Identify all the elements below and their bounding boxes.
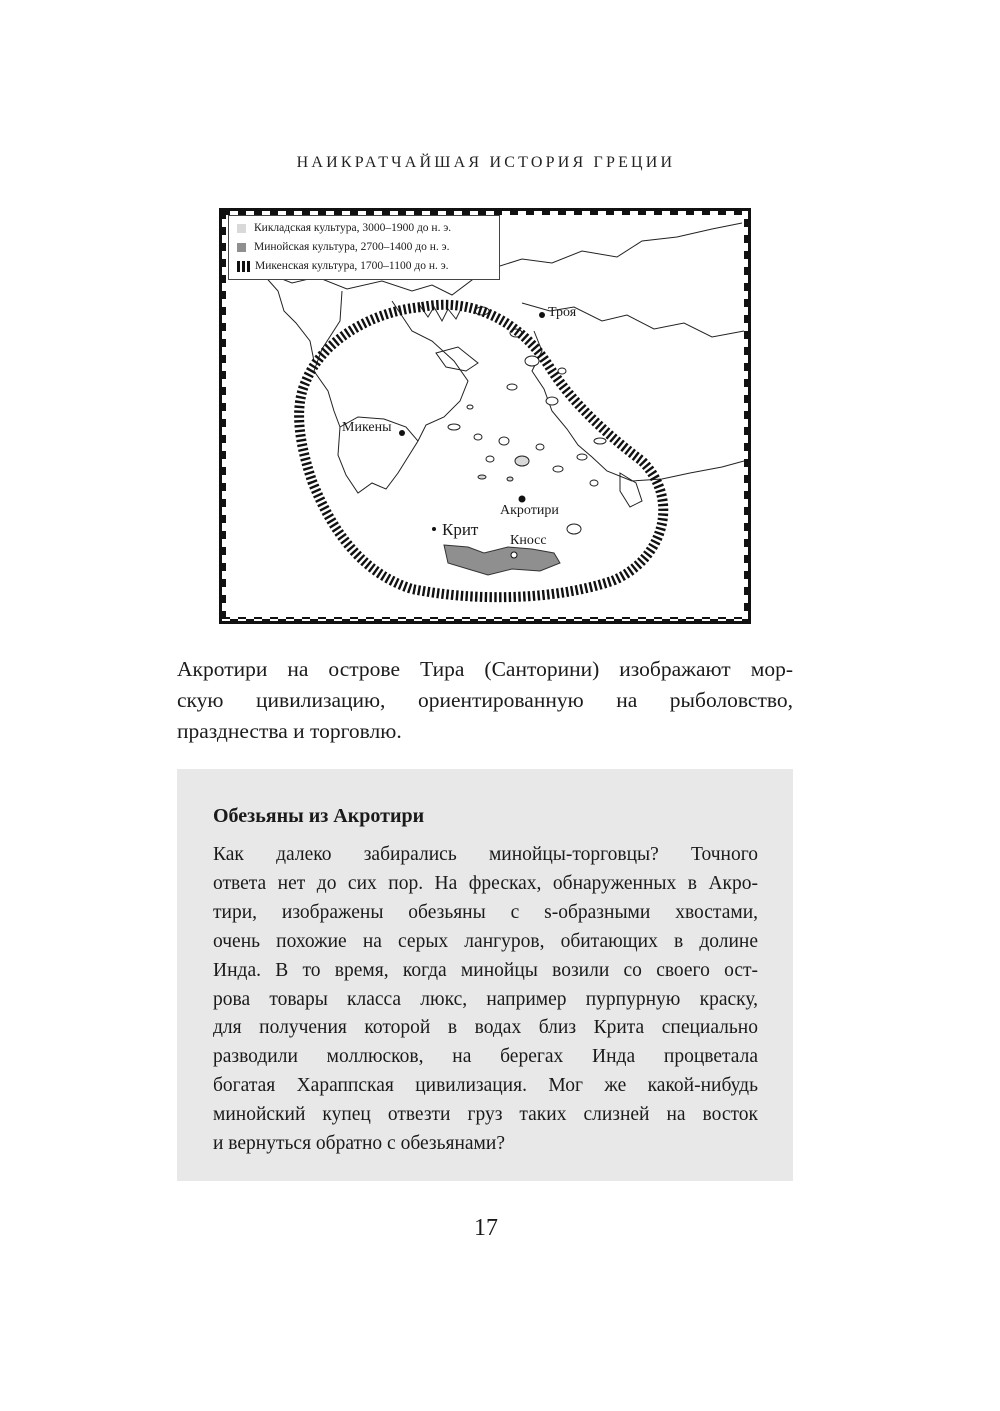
sidebar-line: рова товары класса люкс, например пурпурную краску, <box>213 988 758 1010</box>
legend-item-cycladic <box>237 219 493 238</box>
sidebar-line: минойский купец отвезти груз таких слизней на восток <box>213 1104 758 1126</box>
map-figure <box>219 208 751 624</box>
sidebar-line: Инда. В то время, когда минойцы возили со своего ост- <box>213 959 758 981</box>
crete-island <box>444 545 560 575</box>
legend-label-cycladic: Кикладская культура, 3000–1900 до н. э. <box>254 222 452 234</box>
caption-line: Акротири на острове Тира (Санторини) изображают мор- <box>177 657 793 681</box>
sidebar-line: Как далеко забирались минойцы-торговцы? Точного <box>213 844 758 865</box>
running-head: НАИКРАТЧАЙШАЯ ИСТОРИЯ ГРЕЦИИ <box>296 154 676 171</box>
minoan-swatch <box>237 243 246 252</box>
coast-rhodes <box>620 473 642 507</box>
legend-item-mycenaean <box>237 257 493 276</box>
figure-caption <box>177 654 793 747</box>
caption-line: празднества и торговлю. <box>177 719 402 743</box>
akrotiri-dot <box>519 496 526 503</box>
sidebar-line: ответа нет до сих пор. На фресках, обнаруженных в Акро- <box>213 872 758 894</box>
page-number: 17 <box>474 1215 498 1241</box>
coast-italy <box>262 273 314 361</box>
label-crete: Крит <box>442 520 479 539</box>
sidebar-body <box>213 841 758 1159</box>
sidebar-line: для получения которой в водах близ Крита специально <box>213 1017 758 1039</box>
crete-dot <box>432 527 436 531</box>
coast-anatolia-west <box>532 331 744 481</box>
sidebar-title: Обезьяны из Акротири <box>213 805 425 827</box>
mycenaean-swatch <box>237 261 250 272</box>
sidebar-line: разводили моллюсков, на берегах Инда процветала <box>213 1046 758 1068</box>
label-akrotiri: Акротири <box>500 503 559 518</box>
sidebar-line: богатая Хараппская цивилизация. Мог же какой-нибудь <box>213 1075 758 1097</box>
label-knossos: Кносс <box>510 533 547 548</box>
legend-label-mycenaean: Микенская культура, 1700–1100 до н. э. <box>255 260 449 272</box>
map-legend <box>228 215 500 280</box>
sidebar-line: очень похожие на серых лангуров, обитающих в долине <box>213 930 758 952</box>
legend-item-minoan <box>237 238 493 257</box>
sidebar-line: тири, изображены обезьяны с s-образными хвостами, <box>213 901 758 923</box>
legend-label-minoan: Минойская культура, 2700–1400 до н. э. <box>254 241 450 253</box>
coast-greece-east <box>392 301 468 441</box>
troy-dot <box>539 312 545 318</box>
caption-line: скую цивилизацию, ориентированную на рыболовство, <box>177 688 793 712</box>
coast-chalkidiki <box>418 303 462 321</box>
sidebar-line: и вернуться обратно с обезьянами? <box>213 1133 505 1155</box>
cycladic-swatch <box>237 224 246 233</box>
knossos-dot <box>511 552 517 558</box>
label-mycenae: Микены <box>342 420 392 435</box>
sidebar-box <box>177 769 793 1181</box>
mycenae-dot <box>399 430 405 436</box>
label-troy: Троя <box>548 305 577 320</box>
